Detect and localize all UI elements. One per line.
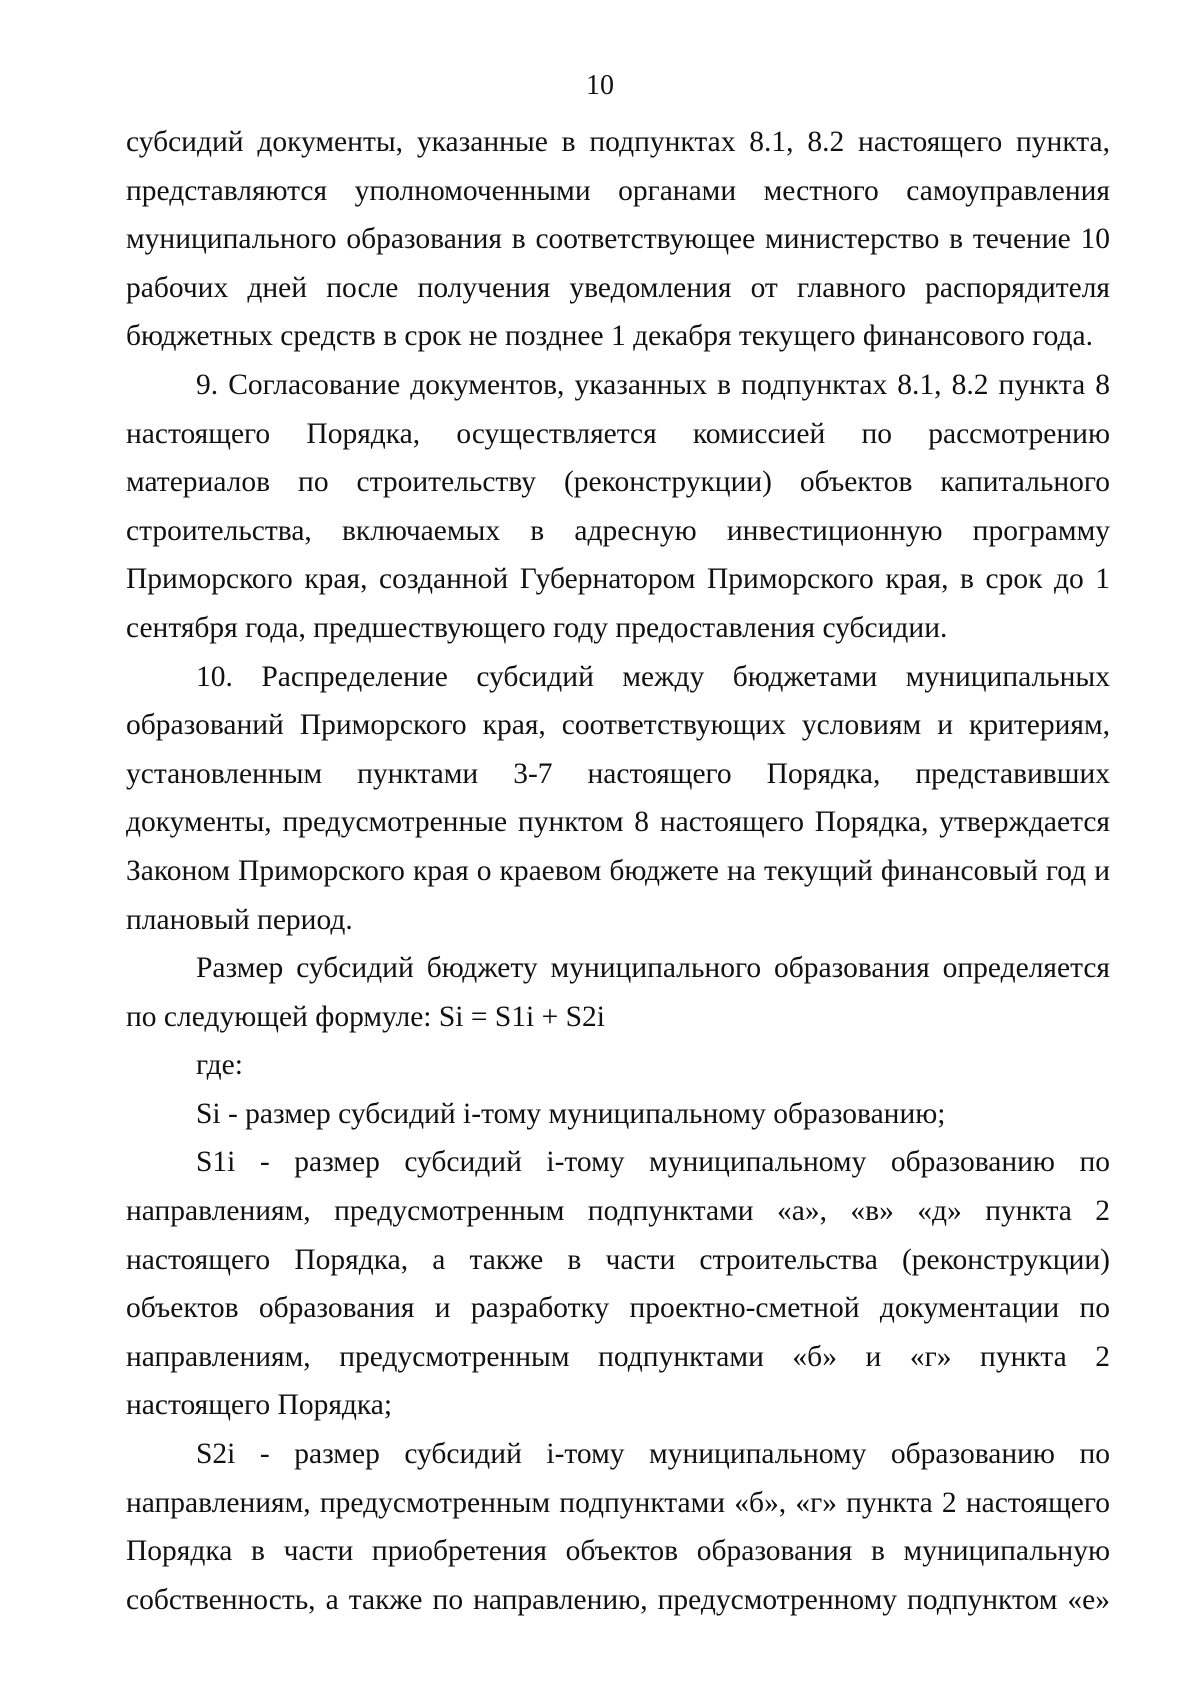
document-body bbox=[126, 118, 1110, 1624]
paragraph-item-9: 9. Согласование документов, указанных в подпунктах 8.1, 8.2 пункта 8 настоящего Порядка, осуществляется комиссией по рассмотрению материалов по строительству (реконструкции) объектов капитального строительства, включаемых в адресную инвестиционную программу Приморского края, созданной Губернатором Приморского края, в срок до 1 сентября года, предшествующего году предоставления субсидии. bbox=[126, 368, 1110, 644]
page-number: 10 bbox=[586, 70, 614, 101]
definition-s1i: S1i - размер субсидий i-тому муниципальному образованию по направлениям, предусмотренным подпунктами «а», «в» «д» пункта 2 настоящего Порядка, а также в части строительства (реконструкции) объектов образования и разработку проектно-сметной документации по направлениям, предусмотренным подпунктами «б» и «г» пункта 2 настоящего Порядка; bbox=[126, 1146, 1110, 1422]
definition-s2i: S2i - размер субсидий i-тому муниципальному образованию по направлениям, предусмотренным подпунктами «б», «г» пункта 2 настоящего Порядка в части приобретения объектов образования в муниципальную собственность, а также по направлению, предусмотренному подпунктом «е» bbox=[126, 1438, 1110, 1616]
definition-si: Si - размер субсидий i-тому муниципальному образованию; bbox=[196, 1097, 946, 1130]
paragraph-where: где: bbox=[196, 1049, 243, 1082]
paragraph-submission-continuation: субсидий документы, указанные в подпунктах 8.1, 8.2 настоящего пункта, представляются уполномоченными органами местного самоуправления муниципального образования в соответствующее министерство в течение 10 рабочих дней после получения уведомления от главного распорядителя бюджетных средств в срок не позднее 1 декабря текущего финансового года. bbox=[126, 126, 1110, 353]
paragraph-item-10: 10. Распределение субсидий между бюджетами муниципальных образований Приморского края, соответствующих условиям и критериям, установленным пунктами 3-7 настоящего Порядка, представивших документы, предусмотренные пунктом 8 настоящего Порядка, утверждается Законом Приморского края о краевом бюджете на текущий финансовый год и плановый период. bbox=[126, 660, 1110, 936]
paragraph-formula: Размер субсидий бюджету муниципального образования определяется по следующей формуле: Si = S1i + S2i bbox=[126, 952, 1110, 1033]
